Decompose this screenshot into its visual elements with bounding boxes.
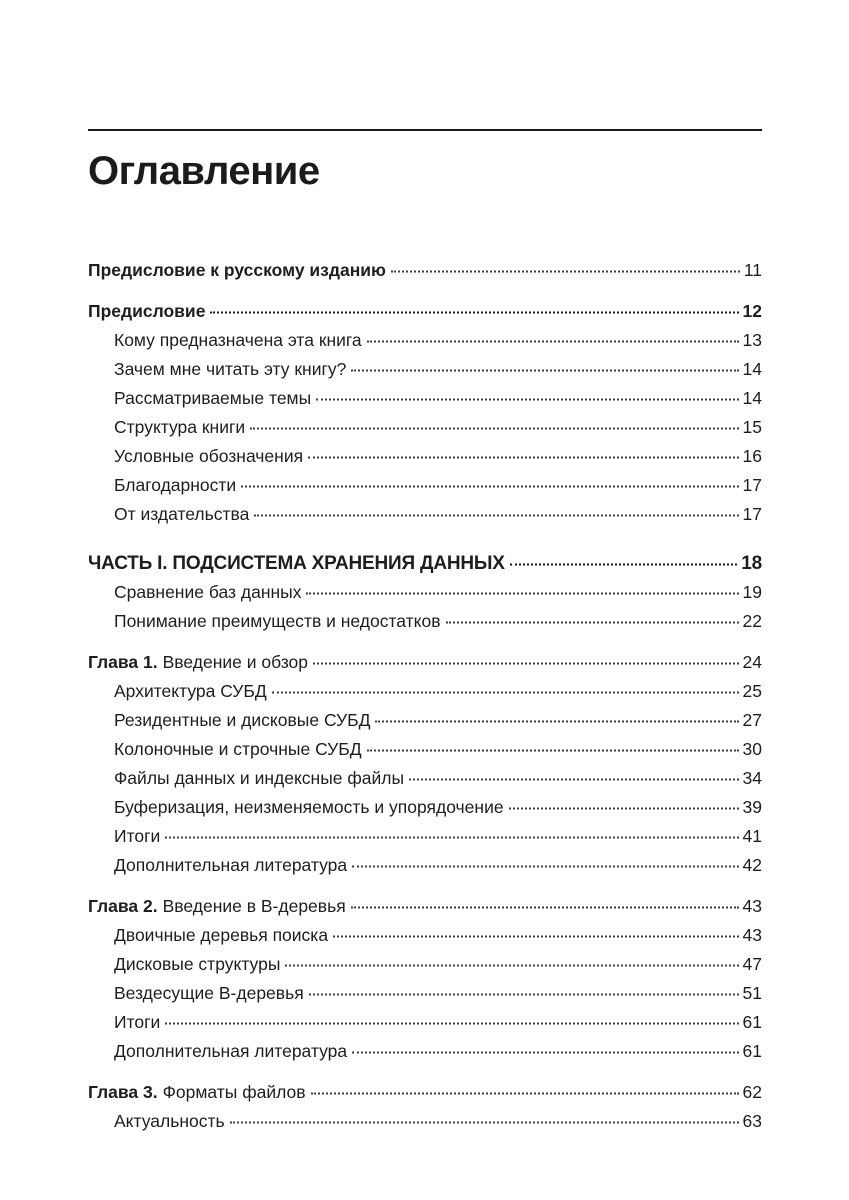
toc-entry-label: Двоичные деревья поиска xyxy=(114,925,329,945)
toc-entry xyxy=(88,921,762,950)
toc-leader-dots xyxy=(509,808,739,810)
toc-entry-page: 34 xyxy=(742,768,762,788)
toc-entry-label: Благодарности xyxy=(114,475,237,495)
toc-entry-label: Сравнение баз данных xyxy=(114,582,302,602)
toc-entry-page: 42 xyxy=(742,855,762,875)
toc-entry-page: 63 xyxy=(742,1111,762,1131)
toc-leader-dots xyxy=(510,564,738,566)
toc-entry-page: 13 xyxy=(742,330,762,350)
toc-entry-page: 51 xyxy=(742,983,762,1003)
toc-entry-page: 14 xyxy=(742,359,762,379)
toc-entry-page: 18 xyxy=(741,553,762,574)
toc-entry xyxy=(88,735,762,764)
toc-entry-label: Буферизация, неизменяемость и упорядочение xyxy=(114,797,504,817)
toc-entry-label: Условные обозначения xyxy=(114,446,304,466)
toc-leader-dots xyxy=(333,936,738,938)
toc-entry xyxy=(88,413,762,442)
toc-leader-dots xyxy=(210,312,738,314)
toc-entry-page: 16 xyxy=(742,446,762,466)
toc-leader-dots xyxy=(311,1093,739,1095)
toc-entry-page: 47 xyxy=(742,954,762,974)
toc-entry-label: Понимание преимуществ и недостатков xyxy=(114,611,441,631)
toc-entry-label: Рассматриваемые темы xyxy=(114,388,312,408)
toc-list xyxy=(88,256,762,1136)
toc-leader-dots xyxy=(230,1122,739,1124)
toc-entry-prefix: Глава 2. xyxy=(88,896,158,916)
toc-entry xyxy=(88,326,762,355)
toc-entry xyxy=(88,471,762,500)
toc-leader-dots xyxy=(367,750,739,752)
toc-entry xyxy=(88,892,762,921)
toc-leader-dots xyxy=(241,486,738,488)
toc-entry xyxy=(88,822,762,851)
toc-entry xyxy=(88,950,762,979)
toc-entry-label: Колоночные и строчные СУБД xyxy=(114,739,362,759)
toc-entry-label: Кому предназначена эта книга xyxy=(114,330,362,350)
toc-entry xyxy=(88,1107,762,1136)
toc-leader-dots xyxy=(313,663,739,665)
toc-entry-page: 61 xyxy=(742,1012,762,1032)
toc-entry-label: Зачем мне читать эту книгу? xyxy=(114,359,347,379)
page-title: Оглавление xyxy=(88,149,320,193)
toc-entry xyxy=(88,851,762,880)
toc-leader-dots xyxy=(308,457,738,459)
toc-leader-dots xyxy=(306,593,738,595)
toc-leader-dots xyxy=(165,1023,738,1025)
toc-entry xyxy=(88,979,762,1008)
toc-entry xyxy=(88,1008,762,1037)
toc-entry-label: Структура книги xyxy=(114,417,246,437)
toc-entry-page: 11 xyxy=(743,260,762,280)
toc-entry-label: Введение в B-деревья xyxy=(162,896,346,916)
toc-entry-label: Форматы файлов xyxy=(162,1082,306,1102)
toc-entry-prefix: Глава 1. xyxy=(88,652,158,672)
toc-entry-page: 17 xyxy=(742,475,762,495)
toc-leader-dots xyxy=(316,399,738,401)
toc-entry-label: Вездесущие B-деревья xyxy=(114,983,304,1003)
toc-entry-page: 22 xyxy=(742,611,762,631)
header-rule xyxy=(88,129,762,131)
toc-leader-dots xyxy=(272,692,739,694)
toc-entry xyxy=(88,578,762,607)
toc-entry-page: 30 xyxy=(742,739,762,759)
toc-leader-dots xyxy=(375,721,738,723)
toc-leader-dots xyxy=(285,965,738,967)
toc-leader-dots xyxy=(165,837,738,839)
toc-leader-dots xyxy=(352,866,738,868)
toc-entry xyxy=(88,384,762,413)
toc-entry xyxy=(88,607,762,636)
toc-entry xyxy=(88,764,762,793)
toc-leader-dots xyxy=(367,341,739,343)
toc-entry-label: Введение и обзор xyxy=(162,652,309,672)
toc-leader-dots xyxy=(446,622,739,624)
toc-entry-page: 25 xyxy=(742,681,762,701)
toc-leader-dots xyxy=(352,1052,738,1054)
toc-entry-page: 24 xyxy=(742,652,762,672)
toc-entry-label: Файлы данных и индексные файлы xyxy=(114,768,405,788)
toc-entry xyxy=(88,1037,762,1066)
toc-leader-dots xyxy=(309,994,739,996)
toc-leader-dots xyxy=(351,370,738,372)
toc-entry-label: Архитектура СУБД xyxy=(114,681,267,701)
toc-entry-page: 12 xyxy=(742,301,762,321)
toc-leader-dots xyxy=(391,271,740,273)
toc-leader-dots xyxy=(351,907,739,909)
toc-entry xyxy=(88,442,762,471)
toc-entry-label: Дополнительная литература xyxy=(114,1041,348,1061)
toc-entry-label: Итоги xyxy=(114,826,161,846)
toc-entry-label: Дисковые структуры xyxy=(114,954,281,974)
toc-entry xyxy=(88,1078,762,1107)
toc-entry-page: 43 xyxy=(742,925,762,945)
toc-entry-label: Предисловие к русскому изданию xyxy=(88,260,386,280)
toc-entry xyxy=(88,256,762,285)
toc-entry xyxy=(88,793,762,822)
toc-entry-label: Актуальность xyxy=(114,1111,225,1131)
toc-entry-prefix: Глава 3. xyxy=(88,1082,158,1102)
toc-entry-label: Резидентные и дисковые СУБД xyxy=(114,710,371,730)
toc-entry-page: 17 xyxy=(742,504,762,524)
toc-entry xyxy=(88,500,762,529)
toc-entry-page: 27 xyxy=(742,710,762,730)
toc-leader-dots xyxy=(254,515,738,517)
toc-entry-page: 61 xyxy=(742,1041,762,1061)
toc-entry xyxy=(88,549,762,578)
toc-leader-dots xyxy=(409,779,738,781)
toc-entry-page: 41 xyxy=(742,826,762,846)
toc-entry-label: Итоги xyxy=(114,1012,161,1032)
toc-entry-page: 19 xyxy=(742,582,762,602)
toc-entry xyxy=(88,648,762,677)
toc-entry-page: 14 xyxy=(742,388,762,408)
toc-entry-label: Предисловие xyxy=(88,301,206,321)
toc-entry xyxy=(88,706,762,735)
toc-entry-page: 39 xyxy=(742,797,762,817)
toc-entry-page: 15 xyxy=(742,417,762,437)
toc-entry xyxy=(88,355,762,384)
toc-entry-page: 43 xyxy=(742,896,762,916)
toc-leader-dots xyxy=(250,428,738,430)
toc-entry xyxy=(88,677,762,706)
toc-entry xyxy=(88,297,762,326)
toc-entry-label: От издательства xyxy=(114,504,250,524)
toc-entry-label: ЧАСТЬ I. ПОДСИСТЕМА ХРАНЕНИЯ ДАННЫХ xyxy=(88,553,505,574)
toc-entry-page: 62 xyxy=(742,1082,762,1102)
toc-entry-label: Дополнительная литература xyxy=(114,855,348,875)
